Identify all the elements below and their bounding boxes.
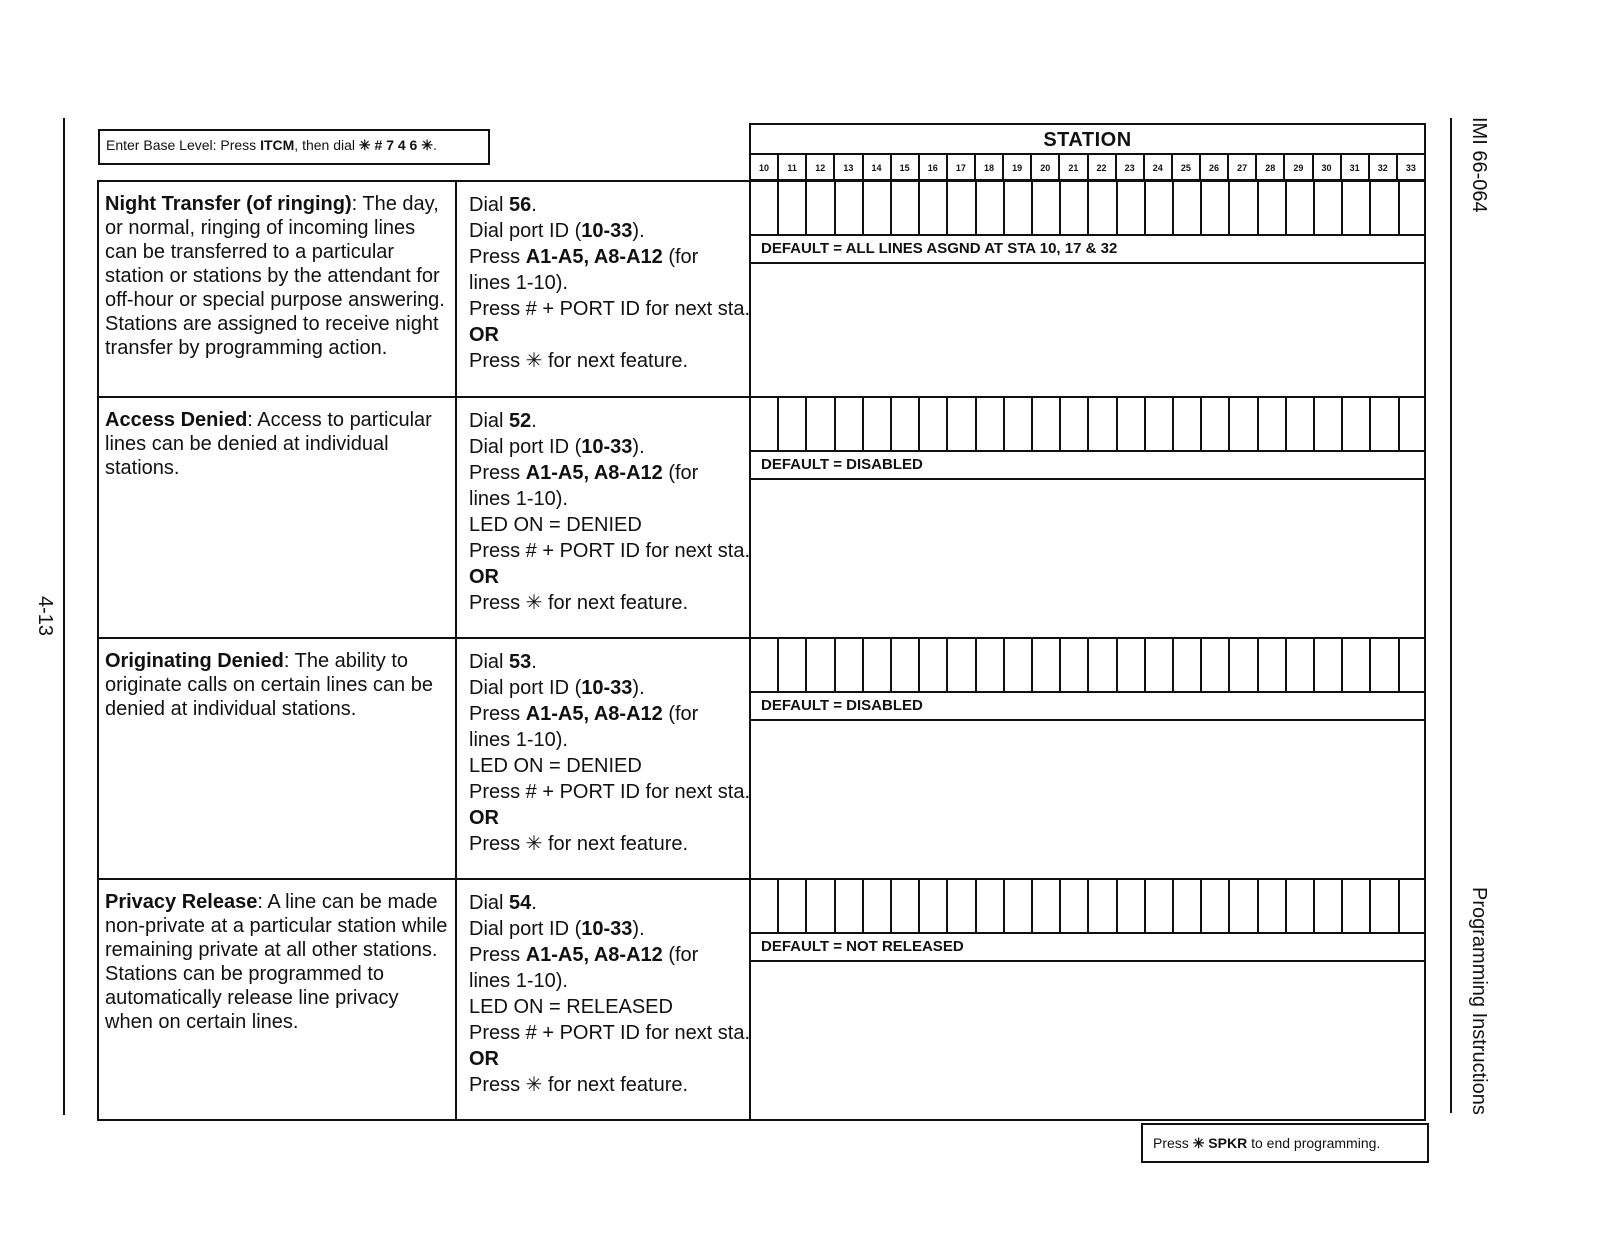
station-cell [1400,398,1426,450]
press-label: Press [469,703,521,725]
station-cell [751,880,779,932]
lines-note: (for lines 1-10). [469,246,699,294]
station-cell [1061,398,1089,450]
station-cell [1315,880,1343,932]
base-level-suffix: . [432,137,437,153]
line-keys: A1-A5, A8-A12 [525,462,663,484]
station-cell [1230,639,1258,691]
station-cell [779,639,807,691]
station-number: 21 [1060,155,1088,181]
press-lines-step [469,460,737,512]
station-number: 28 [1257,155,1285,181]
station-cell [1202,182,1230,234]
dial-port-label: Dial port ID [469,436,570,458]
or-text: OR [469,1048,499,1070]
or-text: OR [469,324,499,346]
feature-title: Privacy Release [105,891,258,913]
port-range: 10-33 [581,677,633,699]
lines-note: (for lines 1-10). [469,944,699,992]
next-station-text: Press # + PORT ID for next sta. [469,298,751,320]
station-cell [1259,880,1287,932]
station-cell [779,398,807,450]
station-number: 19 [1004,155,1032,181]
station-cell [1061,639,1089,691]
station-cell [807,182,835,234]
line-keys: A1-A5, A8-A12 [525,944,663,966]
next-feature-step [469,1072,737,1098]
station-cell [1343,182,1371,234]
end-key: ✳ SPKR [1192,1135,1248,1151]
port-range: 10-33 [581,918,633,940]
station-number: 20 [1032,155,1060,181]
next-station-step [469,538,751,564]
port-step: Dial port ID (10-33). [469,436,645,458]
station-cell [948,182,976,234]
station-cell [948,880,976,932]
dial-port-label: Dial port ID [469,677,570,699]
or-step [469,322,737,348]
next-station-text: Press # + PORT ID for next sta. [469,540,751,562]
press-label: Press [469,246,521,268]
press-lines-step [469,244,737,296]
station-cell [1174,398,1202,450]
port-step: Dial port ID (10-33). [469,220,645,242]
station-cell [948,639,976,691]
dial-step: Dial 56. [469,194,537,216]
station-cell [1371,182,1399,234]
station-cell [920,639,948,691]
feature-row [99,182,1424,398]
station-cell [1005,639,1033,691]
station-cell [1174,182,1202,234]
dial-code: 53 [509,651,532,673]
station-cell [1089,880,1117,932]
or-step [469,1046,737,1072]
station-number: 14 [864,155,892,181]
dial-label: Dial [469,194,504,216]
feature-title: Access Denied [105,409,248,431]
dial-step: Dial 52. [469,410,537,432]
next-feature-step [469,831,737,857]
base-level-instruction [98,129,490,165]
port-range: 10-33 [581,220,633,242]
station-cell [1202,398,1230,450]
dial-label: Dial [469,410,504,432]
feature-description-text: : A line can be made non-private at a particular station while remaining private at all other stations. Stations can be programmed to automatically release line privacy when on certain lines. [105,891,448,1033]
station-cell [864,880,892,932]
dial-port-label: Dial port ID [469,220,570,242]
station-cell [1343,639,1371,691]
station-cell [1315,182,1343,234]
station-cell [836,880,864,932]
station-number: 22 [1089,155,1117,181]
station-cell [1343,880,1371,932]
station-cell [1061,182,1089,234]
station-number: 25 [1173,155,1201,181]
station-cell [1005,398,1033,450]
station-cell [1089,398,1117,450]
programming-steps [457,398,751,637]
station-numbers [751,153,1424,181]
line-keys: A1-A5, A8-A12 [525,246,663,268]
station-cell [1174,639,1202,691]
dial-step: Dial 53. [469,651,537,673]
press-lines-step [469,701,737,753]
programming-steps [457,639,751,878]
document-id: IMI 66-064 [1468,117,1490,213]
station-number: 16 [920,155,948,181]
feature-table [97,180,1426,1121]
station-cell [1230,182,1258,234]
station-cell [779,880,807,932]
station-cell [948,398,976,450]
dial-label: Dial [469,651,504,673]
feature-description-text: : The day, or normal, ringing of incoming lines can be transferred to a particular station or stations by the attendant for off-hour or special purpose answering. Stations are assigned to receive night transfer by programming action. [105,193,445,359]
port-step: Dial port ID (10-33). [469,677,645,699]
next-station-text: Press # + PORT ID for next sta. [469,781,751,803]
or-step [469,564,737,590]
station-cell [864,398,892,450]
feature-description [99,639,457,878]
next-feature-text: Press ✳ for next feature. [469,350,689,372]
station-grid [751,398,1426,452]
station-grid [751,639,1426,693]
station-number: 32 [1370,155,1398,181]
base-level-mid: , then dial [294,137,356,153]
station-header [749,123,1426,181]
station-cell [892,182,920,234]
station-cell [1343,398,1371,450]
line-keys: A1-A5, A8-A12 [525,703,663,725]
end-suffix: to end programming. [1251,1135,1381,1151]
station-cell [1400,639,1426,691]
station-cell [1146,880,1174,932]
station-cell [1259,182,1287,234]
station-number: 26 [1201,155,1229,181]
station-number: 33 [1405,163,1416,173]
dial-label: Dial [469,892,504,914]
station-cell [1287,639,1315,691]
default-setting: DEFAULT = ALL LINES ASGND AT STA 10, 17 & 32 [751,236,1426,264]
station-cell [1371,880,1399,932]
station-cell [1202,639,1230,691]
base-level-key: ITCM [260,137,295,153]
station-cell [892,398,920,450]
station-number: 31 [1342,155,1370,181]
feature-row [99,398,1424,639]
station-cell [977,182,1005,234]
station-cell [1118,182,1146,234]
station-cell [920,880,948,932]
next-station-text: Press # + PORT ID for next sta. [469,1022,751,1044]
port-range: 10-33 [581,436,633,458]
station-cell [1005,880,1033,932]
station-cell [1033,880,1061,932]
next-feature-step [469,590,737,616]
station-cell [1118,880,1146,932]
press-lines-step [469,942,737,994]
end-prefix: Press [1153,1135,1189,1151]
feature-title: Originating Denied [105,650,284,672]
station-cell [751,398,779,450]
station-cell [977,639,1005,691]
feature-description-text: : Access to particular lines can be denied at individual stations. [105,409,432,479]
feature-row [99,639,1424,880]
next-feature-text: Press ✳ for next feature. [469,592,689,614]
dial-port-label: Dial port ID [469,918,570,940]
station-number: 17 [948,155,976,181]
station-cell [1315,639,1343,691]
station-cell [920,182,948,234]
left-margin-rule [63,118,65,1115]
station-cell [1230,880,1258,932]
station-grid [751,182,1426,236]
station-title: STATION [1043,129,1132,151]
station-cell [807,880,835,932]
station-cell [1287,880,1315,932]
station-cell [892,880,920,932]
station-number: 18 [976,155,1004,181]
station-cell [1287,182,1315,234]
next-feature-text: Press ✳ for next feature. [469,1074,689,1096]
station-number: 10 [751,155,779,181]
next-feature-step [469,348,737,374]
station-cell [864,639,892,691]
station-cell [1315,398,1343,450]
press-label: Press [469,944,521,966]
station-cell [920,398,948,450]
station-cell [1118,398,1146,450]
station-cell [1287,398,1315,450]
page-number: 4-13 [34,596,56,637]
feature-title: Night Transfer (of ringing) [105,193,352,215]
dial-code: 52 [509,410,532,432]
station-number: 24 [1145,155,1173,181]
led-note: LED ON = RELEASED [469,996,673,1018]
station-cell [1400,182,1426,234]
press-label: Press [469,462,521,484]
station-cell [1146,639,1174,691]
feature-description-text: : The ability to originate calls on certain lines can be denied at individual stations. [105,650,433,720]
led-note: LED ON = DENIED [469,755,642,777]
station-number: 11 [779,155,807,181]
station-number: 15 [892,155,920,181]
station-grid [751,880,1426,934]
station-cell [1400,880,1426,932]
led-note: LED ON = DENIED [469,514,642,536]
station-number: 27 [1229,155,1257,181]
or-step [469,805,737,831]
station-cell [1089,182,1117,234]
station-cell [1033,639,1061,691]
led-step [469,753,737,779]
station-cell [751,639,779,691]
dial-code: 56 [509,194,532,216]
station-cell [836,398,864,450]
or-text: OR [469,807,499,829]
station-number: 13 [835,155,863,181]
programming-steps [457,182,751,396]
station-cell [1118,639,1146,691]
default-setting: DEFAULT = NOT RELEASED [751,934,1426,962]
feature-row [99,880,1424,1119]
station-cell [807,398,835,450]
station-cell [751,182,779,234]
programming-steps [457,880,751,1119]
led-step [469,994,737,1020]
or-text: OR [469,566,499,588]
lines-note: (for lines 1-10). [469,703,699,751]
station-number: 23 [1117,155,1145,181]
feature-description [99,182,457,396]
station-number: 12 [807,155,835,181]
station-cell [892,639,920,691]
station-cell [1174,880,1202,932]
lines-note: (for lines 1-10). [469,462,699,510]
port-step: Dial port ID (10-33). [469,918,645,940]
next-feature-text: Press ✳ for next feature. [469,833,689,855]
station-cell [1033,182,1061,234]
feature-description [99,398,457,637]
station-cell [1061,880,1089,932]
station-cell [1146,182,1174,234]
next-station-step [469,779,751,805]
station-cell [1005,182,1033,234]
station-number: 29 [1285,155,1313,181]
station-cell [977,880,1005,932]
station-cell [1202,880,1230,932]
station-number: 30 [1314,155,1342,181]
feature-description [99,880,457,1119]
dial-step: Dial 54. [469,892,537,914]
end-programming-instruction [1141,1123,1429,1163]
station-cell [1230,398,1258,450]
base-level-prefix: Enter Base Level: Press [106,137,257,153]
station-cell [864,182,892,234]
default-setting: DEFAULT = DISABLED [751,693,1426,721]
right-margin-rule [1450,118,1452,1113]
base-level-code: ✳ # 7 4 6 ✳ [358,137,433,153]
station-cell [1089,639,1117,691]
led-step [469,512,737,538]
station-cell [779,182,807,234]
station-cell [807,639,835,691]
station-cell [1259,398,1287,450]
station-cell [836,639,864,691]
station-cell [1033,398,1061,450]
next-station-step [469,1020,751,1046]
station-cell [836,182,864,234]
station-cell [1146,398,1174,450]
station-cell [1259,639,1287,691]
default-setting: DEFAULT = DISABLED [751,452,1426,480]
station-cell [977,398,1005,450]
next-station-step [469,296,751,322]
dial-code: 54 [509,892,532,914]
section-label: Programming Instructions [1468,887,1490,1115]
station-cell [1371,639,1399,691]
station-cell [1371,398,1399,450]
